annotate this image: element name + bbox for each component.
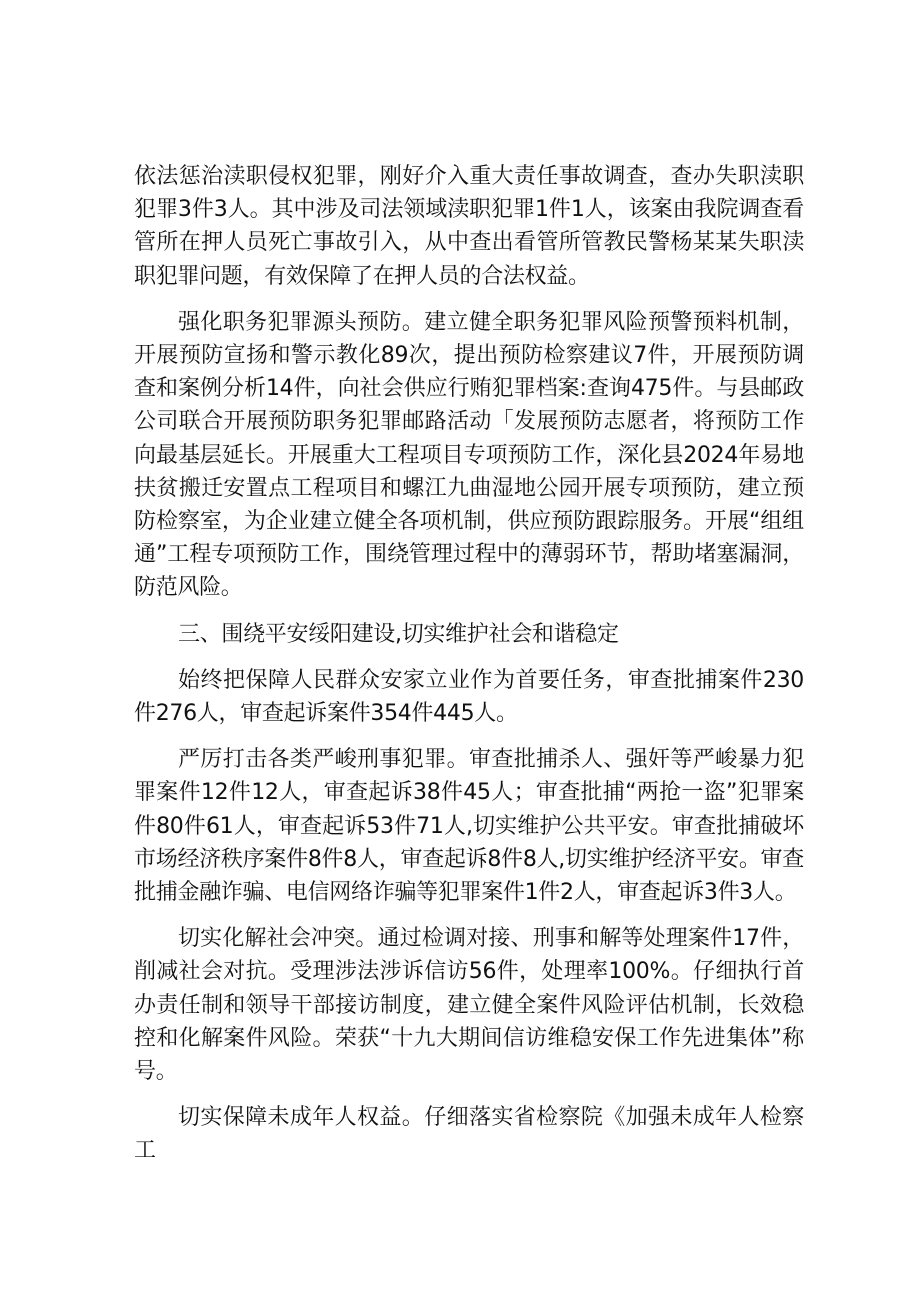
- paragraph-1: 依法惩治渎职侵权犯罪，刚好介入重大责任事故调查，查办失职渎职犯罪3件3人。其中涉及司法领域渎职犯罪1件1人，该案由我院调查看管所在押人员死亡事故引入，从中查出看管所管教民警杨某某失职渎职犯罪问题，有效保障了在押人员的合法权益。: [134, 164, 804, 289]
- document-page: [134, 160, 804, 1181]
- paragraph-6: 切实化解社会冲突。通过检调对接、刑事和解等处理案件17件，削减社会对抗。受理涉法涉诉信访56件，处理率100%。仔细执行首办责任制和领导干部接访制度，建立健全案件风险评估机制，长效稳控和化解案件风险。荣获“十九大期间信访维稳安保工作先进集体”称号。: [134, 926, 804, 1085]
- paragraph-7: 切实保障未成年人权益。仔细落实省检察院《加强未成年人检察工: [134, 1105, 804, 1164]
- paragraph-2: 强化职务犯罪源头预防。建立健全职务犯罪风险预警预料机制，开展预防宣扬和警示教化89次，提出预防检察建议7件，开展预防调查和案例分析14件，向社会供应行贿犯罪档案:查询475件。与县邮政公司联合开展预防职务犯罪邮路活动「发展预防志愿者，将预防工作向最基层延长。开展重大工程项目专项预防工作，深化县2024年易地扶贫搬迁安置点工程项目和螺江九曲湿地公园开展专项预防，建立预防检察室，为企业建立健全各项机制，供应预防跟踪服务。开展“组组通”工程专项预防工作，围绕管理过程中的薄弱环节，帮助堵塞漏洞，防范风险。: [134, 309, 804, 601]
- section-heading-3: 三、围绕平安绥阳建设,切实维护社会和谐稳定: [178, 621, 619, 647]
- paragraph-4: 始终把保障人民群众安家立业作为首要任务，审查批捕案件230件276人，审查起诉案件354件445人。: [134, 667, 804, 727]
- paragraph-5: 严厉打击各类严峻刑事犯罪。审查批捕杀人、强奸等严峻暴力犯罪案件12件12人，审查起诉38件45人；审查批捕“两抢一盗”犯罪案件80件61人，审查起诉53件71人,切实维护公共平安。审查批捕破坏市场经济秩序案件8件8人，审查起诉8件8人,切实维护经济平安。审查批捕金融诈骗、电信网络诈骗等犯罪案件1件2人，审查起诉3件3人。: [134, 747, 804, 906]
